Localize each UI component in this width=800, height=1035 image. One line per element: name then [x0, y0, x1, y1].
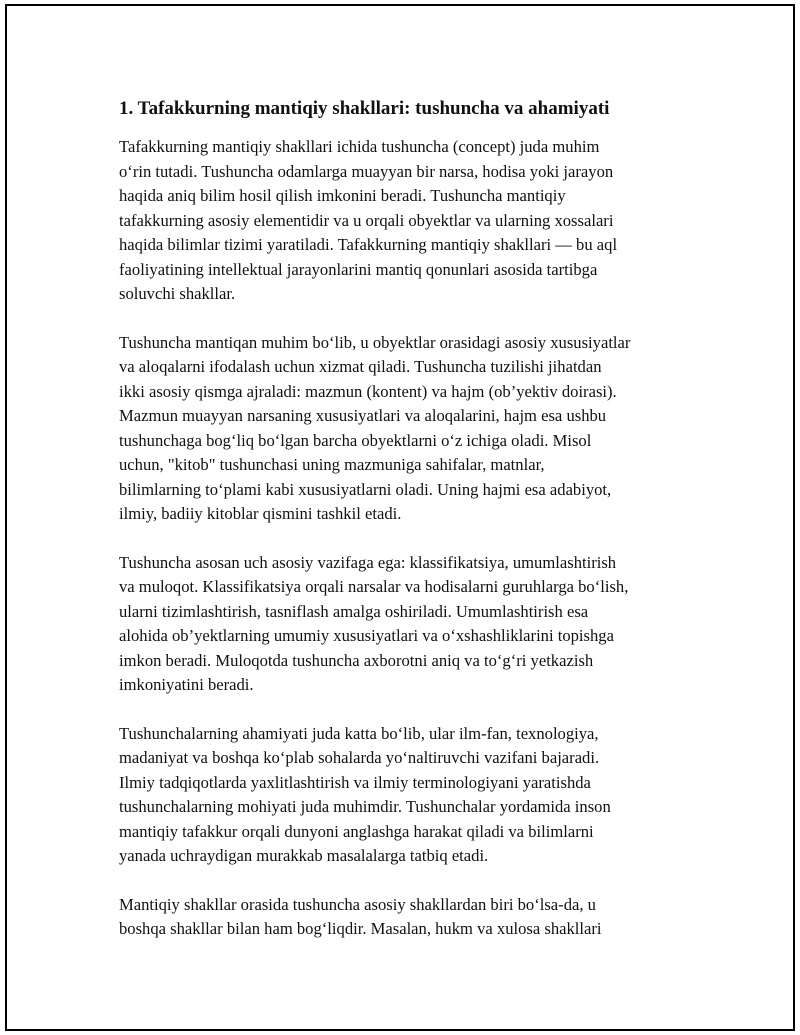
- document-body: [119, 95, 704, 966]
- paragraph-3: Tushuncha asosan uch asosiy vazifaga ega: klassifikatsiya, umumlashtirish va muloqot. Klassifikatsiya orqali narsalar va hodisalarni guruhlarga bo‘lish, ularni tizimlashtirish, tasniflash amalga oshiriladi. Umumlashtirish esa alohida ob’yektlarning umumiy xususiyatlari va o‘xshashliklarini topishga imkon beradi. Muloqotda tushuncha axborotni aniq va to‘g‘ri yetkazish imkoniyatini beradi.: [119, 552, 629, 694]
- paragraph-1: Tafakkurning mantiqiy shakllari ichida tushuncha (concept) juda muhim o‘rin tutadi. Tushuncha odamlarga muayyan bir narsa, hodisa yoki jarayon haqida aniq bilim hosil qilish imkonini beradi. Tushuncha mantiqiy tafakkurning asosiy elementidir va u orqali obyektlar va ularning xossalari haqida bilimlar tizimi yaratiladi. Tafakkurning mantiqiy shakllari — bu aql faoliyatining intellektual jarayonlarini mantiq qonunlari asosida tartibga soluvchi shakllar.: [119, 137, 618, 303]
- paragraph-4: Tushunchalarning ahamiyati juda katta bo‘lib, ular ilm-fan, texnologiya, madaniyat va boshqa ko‘plab sohalarda yo‘naltiruvchi vazifani bajaradi. Ilmiy tadqiqotlarda yaxlitlashtirish va ilmiy terminologiyani yaratishda tushunchalarning mohiyati juda muhimdir. Tushunchalar yordamida inson mantiqiy tafakkur orqali dunyoni anglashga harakat qiladi va bilimlarni yanada uchraydigan murakkab masalalarga tatbiq etadi.: [119, 723, 611, 865]
- paragraph-5: Mantiqiy shakllar orasida tushuncha asosiy shakllardan biri bo‘lsa-da, u boshqa shakllar bilan ham bog‘liqdir. Masalan, hukm va xulosa shakllari: [119, 894, 602, 938]
- section-title: 1. Tafakkurning mantiqiy shakllari: tushuncha va ahamiyati: [119, 98, 610, 119]
- paragraph-2: Tushuncha mantiqan muhim bo‘lib, u obyektlar orasidagi asosiy xususiyatlar va aloqalarni ifodalash uchun xizmat qiladi. Tushuncha tuzilishi jihatdan ikki asosiy qismga ajraladi: mazmun (kontent) va hajm (ob’yektiv doirasi). Mazmun muayyan narsaning xususiyatlari va aloqalarini, hajm esa ushbu tushunchaga bog‘liq bo‘lgan barcha obyektlarni o‘z ichiga oladi. Misol uchun, "kitob" tushunchasi uning mazmuniga sahifalar, matnlar, bilimlarning to‘plami kabi xususiyatlarni oladi. Uning hajmi esa adabiyot, ilmiy, badiiy kitoblar qismini tashkil etadi.: [119, 332, 631, 523]
- page-frame: [5, 4, 795, 1031]
